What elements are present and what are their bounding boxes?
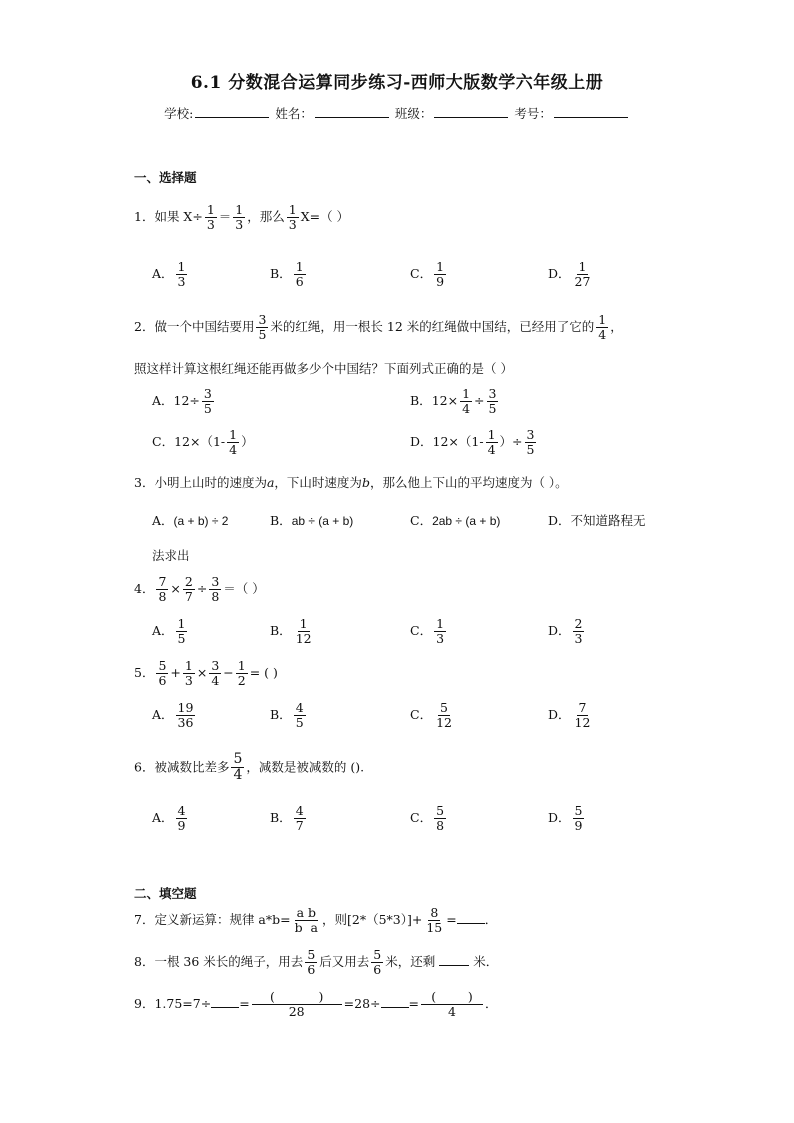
q7-number: 7． [134, 911, 155, 927]
q2-number: 2． [134, 318, 155, 334]
school-blank[interactable] [195, 105, 269, 118]
q5-number: 5． [134, 664, 155, 680]
section-heading-fill: 二、填空题 [134, 886, 197, 901]
q8-answer-blank[interactable] [439, 953, 469, 966]
q6-fraction: $\frac{5}{4}$ [233, 751, 243, 784]
q1-option-a[interactable]: A． $\frac{1}{3}$ [152, 259, 186, 289]
q8-text-4: 米． [473, 953, 499, 969]
q9-text-3: =28÷ [343, 995, 381, 1011]
q4-option-b[interactable]: B． $\frac{1}{12}$ [270, 616, 312, 646]
q2-text-3: ， [610, 318, 623, 334]
q4-option-a[interactable]: A． $\frac{1}{5}$ [152, 616, 186, 646]
q3-var-a: a [266, 475, 275, 490]
student-info-line [0, 104, 794, 122]
question-7 [134, 906, 497, 935]
q3-text-2: ，下山时速度为 [274, 475, 362, 490]
question-9 [134, 990, 498, 1019]
number-blank[interactable] [554, 105, 628, 118]
q3-var-b: b [361, 475, 370, 490]
q2-fraction-1: $\frac{3}{5}$ [258, 312, 267, 342]
q2-option-c[interactable]: C．12×（1- $\frac{1}{4}$ ） [152, 427, 254, 457]
q3-option-d[interactable]: D．不知道路程无 [548, 513, 646, 528]
q6-text-2: ，减数是被减数的 (). [246, 759, 365, 775]
q1-option-c[interactable]: C． $\frac{1}{9}$ [410, 259, 445, 289]
class-blank[interactable] [434, 105, 508, 118]
q3-option-a[interactable]: A．(a + b) ÷ 2 [152, 513, 229, 528]
q1-option-d[interactable]: D． $\frac{1}{27}$ [548, 259, 591, 289]
q3-text-3: ，那么他上下山的平均速度为（ ）。 [369, 475, 568, 490]
q7-text-2: ，则[2*（5*3）]+ [322, 911, 423, 927]
q9-blank-2[interactable] [381, 995, 409, 1008]
q6-option-a[interactable]: A． $\frac{4}{9}$ [152, 803, 186, 833]
q4-option-c[interactable]: C． $\frac{1}{3}$ [410, 616, 445, 646]
q7-fraction-2: $\frac{8}{15}$ [426, 905, 443, 935]
q3-option-d-continued: 法求出 [152, 548, 190, 563]
page-title: 6.1 分数混合运算同步练习-西师大版数学六年级上册 [190, 73, 604, 93]
q2-option-d[interactable]: D．12×（1- $\frac{1}{4}$ ）÷ $\frac{3}{5}$ [410, 427, 535, 457]
q1-text-mid: ，那么 [247, 208, 285, 224]
q6-text-1: 被减数比差多 [154, 759, 230, 775]
question-2 [134, 313, 623, 342]
q8-fraction-2: $\frac{5}{6}$ [373, 947, 382, 977]
section-heading-choice: 一、选择题 [134, 170, 197, 185]
q9-text-4: = [408, 995, 420, 1011]
q2-text-2: 米的红绳，用一根长 12 米的红绳做中国结，已经用了它的 [270, 318, 595, 334]
q9-text-1: 1.75=7÷ [154, 995, 212, 1011]
q7-answer-blank[interactable] [457, 911, 485, 924]
q9-text-5: ． [485, 995, 498, 1011]
q8-text-3: 米，还剩 [385, 953, 436, 969]
q4-option-d[interactable]: D． $\frac{2}{3}$ [548, 616, 583, 646]
q2-fraction-2: $\frac{1}{4}$ [598, 312, 607, 342]
q3-number: 3． [134, 475, 155, 490]
q8-fraction-1: $\frac{5}{6}$ [307, 947, 316, 977]
name-label: 姓名： [275, 106, 313, 121]
q1-fraction-2: $\frac{1}{3}$ [235, 202, 244, 232]
q6-number: 6． [134, 759, 155, 775]
question-6 [134, 752, 364, 784]
q1-fraction-1: $\frac{1}{3}$ [206, 202, 215, 232]
q9-fraction-1[interactable]: $\frac{( )}{28}$ [252, 990, 342, 1019]
q7-text-4: ． [484, 911, 498, 927]
q2-option-b[interactable]: B．12× $\frac{1}{4}$ ÷ $\frac{3}{5}$ [410, 386, 497, 416]
name-blank[interactable] [315, 105, 389, 118]
q9-blank-1[interactable] [211, 995, 239, 1008]
q1-fraction-3: $\frac{1}{3}$ [288, 202, 297, 232]
q1-text-pre: 如果 X÷ [154, 208, 203, 224]
q7-text-1: 定义新运算：规律 a*b= [154, 911, 291, 927]
q6-option-c[interactable]: C． $\frac{5}{8}$ [410, 803, 445, 833]
q5-option-c[interactable]: C． $\frac{5}{12}$ [410, 700, 452, 730]
q4-number: 4． [134, 580, 155, 596]
question-1 [134, 203, 349, 232]
q1-number: 1． [134, 208, 155, 224]
number-label: 考号： [514, 106, 552, 121]
q1-option-b[interactable]: B． $\frac{1}{6}$ [270, 259, 304, 289]
q5-option-b[interactable]: B． $\frac{4}{5}$ [270, 700, 304, 730]
question-3 [134, 473, 568, 491]
question-5: 5． $\frac{5}{6}$ + $\frac{1}{3}$ × $\frac{3}{4}$ − $\frac{1}{2}$ = ( ) [134, 658, 278, 688]
q9-text-2: = [239, 995, 250, 1011]
q5-option-d[interactable]: D． $\frac{7}{12}$ [548, 700, 591, 730]
q9-fraction-2[interactable]: $\frac{( )}{4}$ [421, 990, 483, 1019]
q3-text-1: 小明上山时的速度为 [154, 475, 267, 490]
q9-number: 9． [134, 995, 155, 1011]
q6-option-b[interactable]: B． $\frac{4}{7}$ [270, 803, 304, 833]
q3-option-c[interactable]: C．2ab ÷ (a + b) [410, 513, 501, 528]
q1-eq: ＝ [218, 208, 232, 224]
school-label: 学校: [164, 106, 194, 121]
q6-option-d[interactable]: D． $\frac{5}{9}$ [548, 803, 583, 833]
question-8 [134, 948, 498, 977]
q7-text-3: = [446, 911, 457, 927]
q8-text-2: 后又用去 [319, 953, 370, 969]
q8-text-1: 一根 36 米长的绳子，用去 [154, 953, 304, 969]
class-label: 班级： [394, 106, 433, 121]
q5-option-a[interactable]: A． $\frac{19}{36}$ [152, 700, 194, 730]
q2-line-2: 照这样计算这根红绳还能再做多少个中国结？下面列式正确的是（ ） [134, 361, 513, 376]
q7-fraction-ab: $\frac{\text{a b}}{\text{b a}}$ [294, 905, 319, 935]
question-4: 4． $\frac{7}{8}$ × $\frac{2}{7}$ ÷ $\frac{3}{8}$ ＝（ ） [134, 574, 265, 604]
q3-option-b[interactable]: B．ab ÷ (a + b) [270, 513, 354, 528]
q2-option-a[interactable]: A．12÷ $\frac{3}{5}$ [152, 386, 212, 416]
q2-text-1: 做一个中国结要用 [154, 318, 255, 334]
q1-text-post: X=（ ） [300, 208, 350, 224]
q8-number: 8． [134, 953, 155, 969]
